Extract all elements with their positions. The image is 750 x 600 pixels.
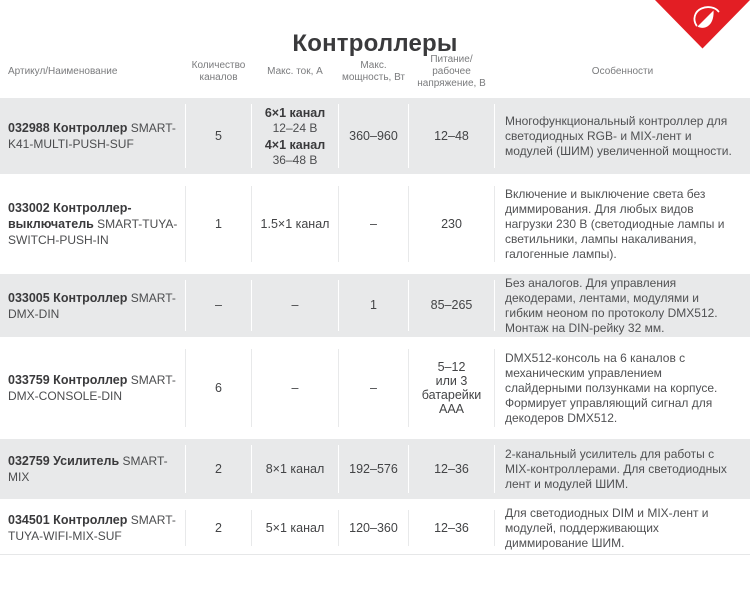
product-name: SMART-MIX (8, 454, 168, 484)
page-title: Контроллеры (292, 30, 458, 57)
max-current-cell: 5×1 канал (265, 520, 325, 535)
max-current-cell: 8×1 канал (265, 461, 325, 476)
table-row-034501 (0, 504, 750, 552)
product-name: SMART-TUYA-SWITCH-PUSH-IN (8, 217, 178, 247)
max-power-cell: 1 (370, 298, 377, 312)
max-power-cell: 120–360 (349, 520, 398, 535)
table-row-032759 (0, 439, 750, 499)
article-name-cell (0, 439, 185, 499)
product-name: SMART-TUYA-WIFI-MIX-SUF (8, 513, 176, 543)
voltage-cell: 5–12 или 3 батарейки ААА (421, 360, 482, 416)
article-name-cell (0, 504, 185, 552)
brand-logo (655, 0, 750, 49)
article-name-cell (0, 274, 185, 337)
article-number: 032759 Усилитель (8, 454, 120, 468)
channels-cell: 2 (215, 461, 222, 476)
features-cell: Включение и выключение света без диммирования. Для любых видов нагрузки 230 В (светодиодные лампы и светильники, лампы накаливания, галогенные лампы). (505, 186, 725, 261)
features-cell: Многофункциональный контроллер для светодиодных RGB- и MIX-лент и модулей (ШИМ) увеличенной мощности. (505, 113, 732, 158)
max-power-cell: – (370, 380, 377, 395)
bottom-divider (0, 554, 750, 555)
features-cell: 2-канальный усилитель для работы с MIX-контроллерами. Для светодиодных лент и модулей ШИМ. (505, 446, 727, 491)
product-name: SMART-K41-MULTI-PUSH-SUF (8, 121, 176, 151)
features-cell: Для светодиодных DIM и MIX-лент и модулей, поддерживающих диммирование ШИМ. (505, 505, 709, 550)
article-name-cell (0, 180, 185, 268)
product-name: SMART-DMX-CONSOLE-DIN (8, 373, 176, 403)
max-power-cell: 192–576 (349, 461, 398, 476)
voltage-cell: 12–36 (434, 461, 469, 476)
col-header-channels: Количество каналов (191, 60, 246, 83)
article-name-cell (0, 343, 185, 433)
channels-cell: 6 (215, 380, 222, 395)
max-current-cell: 1.5×1 канал (260, 216, 330, 231)
article-number: 033002 Контроллер-выключатель (8, 201, 132, 231)
features-cell: Без аналогов. Для управления декодерами, лентами, модулями и гибким неоном по протоколу DMX512. Монтаж на DIN-рейку 32 мм. (505, 275, 718, 335)
col-header-max-current: Макс. ток, А (267, 66, 323, 77)
voltage-cell: 12–36 (434, 520, 469, 535)
features-cell: DMX512-консоль на 6 каналов с механическим управлением слайдерными ползунками на корпусе. Формирует управляющий сигнал для декодеров DMX512. (505, 350, 718, 425)
max-current-cell: 6×1 канал 12–24 В 4×1 канал 36–48 В (264, 105, 326, 167)
channels-cell: 2 (215, 520, 222, 535)
article-number: 033759 Контроллер (8, 373, 128, 387)
col-header-article: Артикул/Наименование (8, 66, 118, 77)
article-number: 032988 Контроллер (8, 121, 128, 135)
table-row-033005 (0, 274, 750, 337)
table-row-033002 (0, 180, 750, 268)
max-power-cell: 360–960 (349, 128, 398, 143)
voltage-cell: 12–48 (434, 128, 469, 143)
table-header (0, 52, 750, 92)
table-row-032988 (0, 98, 750, 174)
max-power-cell: – (370, 216, 377, 231)
voltage-cell: 85–265 (430, 298, 473, 312)
voltage-cell: 230 (441, 216, 462, 231)
col-header-max-power: Макс. мощность, Вт (341, 60, 405, 83)
channels-cell: 5 (215, 128, 222, 143)
max-current-cell: – (291, 298, 299, 312)
max-current-cell: – (291, 380, 299, 395)
product-name: SMART-DMX-DIN (8, 290, 176, 321)
article-number: 033005 Контроллер (8, 290, 128, 305)
col-header-features: Особенности (591, 66, 654, 77)
article-number: 034501 Контроллер (8, 513, 128, 527)
channels-cell: – (215, 298, 222, 312)
col-header-voltage: Питание/ рабочее напряжение, В (417, 54, 486, 89)
article-name-cell (0, 98, 185, 174)
channels-cell: 1 (215, 216, 222, 231)
brand-logo-icon (655, 0, 750, 49)
table-row-033759 (0, 343, 750, 433)
